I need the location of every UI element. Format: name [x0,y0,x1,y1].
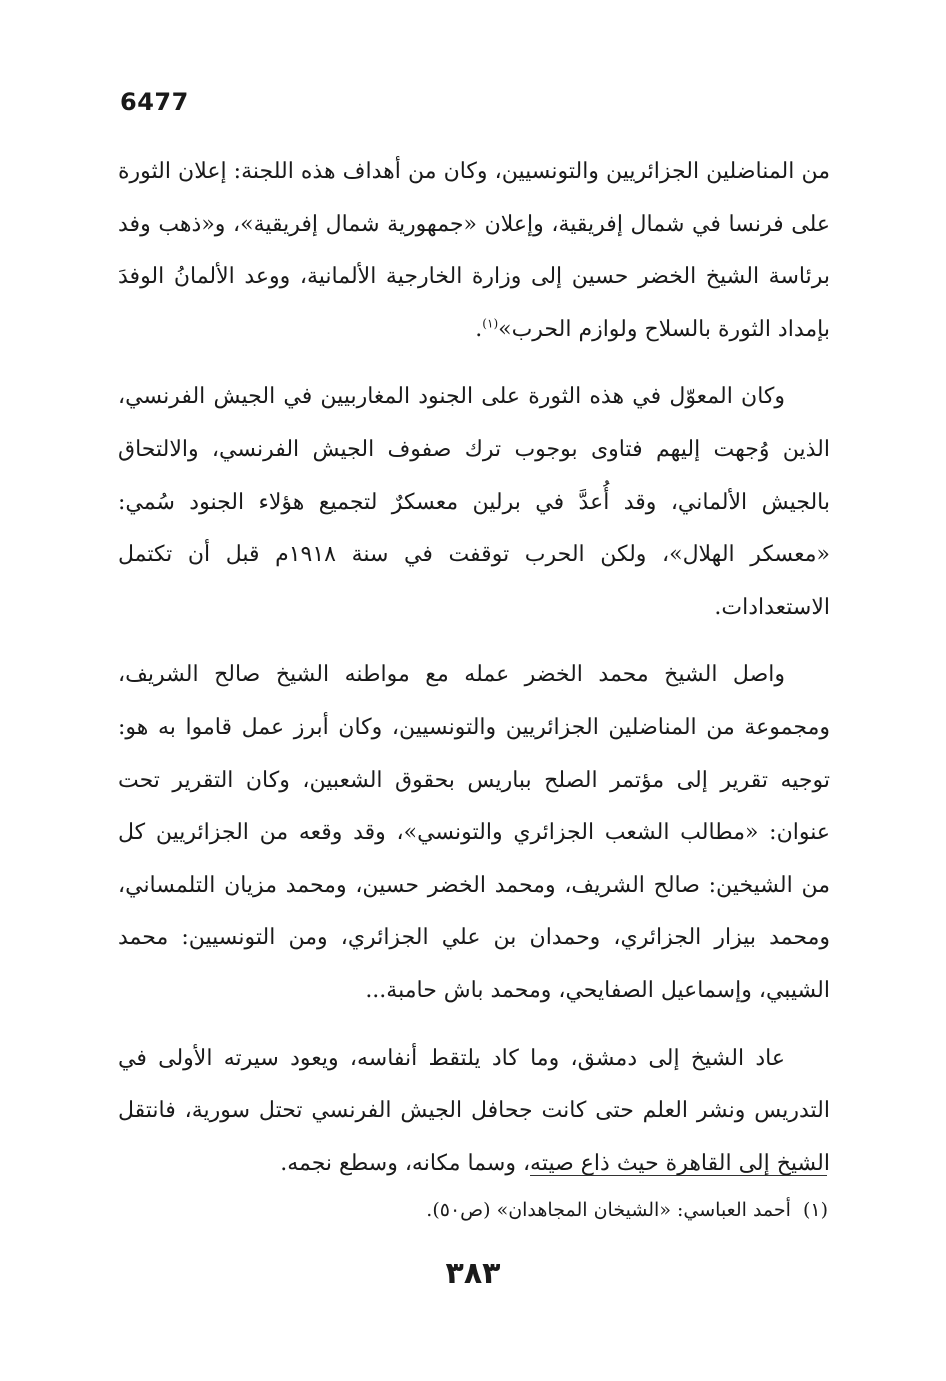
footnote [426,1195,828,1225]
paragraph-4: عاد الشيخ إلى دمشق، وما كاد يلتقط أنفاسه، ويعود سيرته الأولى في التدريس ونشر العلم حتى كانت جحافل الجيش الفرنسي تحتل سورية، فانتقل الشيخ إلى القاهرة حيث ذاع صيته، وسما مكانه، وسطع نجمه. [118,1045,830,1176]
paragraph-1 [118,146,830,356]
footnote-reference: (١) [482,316,499,331]
footnote-text: أحمد العباسي: «الشيخان المجاهدان» (ص٥٠). [426,1199,791,1221]
page-number-bottom: ٣٨٣ [445,1256,501,1291]
page-number-top: 6477 [120,88,189,116]
paragraph-1-text: من المناضلين الجزائريين والتونسيين، وكان من أهداف هذه اللجنة: إعلان الثورة على فرنسا في شمال إفريقية، وإعلان «جمهورية شمال إفريقية»، و«ذهب وفد برئاسة الشيخ الخضر حسين إلى وزارة الخارجية الألمانية، ووعد الألمانُ الوفدَ بإمداد الثورة بالسلاح ولوازم الحرب» [118,159,830,342]
paragraph-2: وكان المعوّل في هذه الثورة على الجنود المغاربيين في الجيش الفرنسي، الذين وُجهت إليهم فتاوى بوجوب ترك صفوف الجيش الفرنسي، والالتحاق بالجيش الألماني، وقد أُعدَّ في برلين معسكرٌ لتجميع هؤلاء الجنود سُمي: «معسكر الهلال»، ولكن الحرب توقفت في سنة ١٩١٨م قبل أن تكتمل الاستعدادات. [118,384,830,620]
footnote-divider [530,1175,827,1176]
body-text [118,146,830,1205]
footnote-number: (١) [802,1199,828,1221]
paragraph-1-tail: . [475,316,483,342]
paragraph-3: واصل الشيخ محمد الخضر عمله مع مواطنه الشيخ صالح الشريف، ومجموعة من المناضلين الجزائريين والتونسيين، وكان أبرز عمل قاموا به هو: توجيه تقرير إلى مؤتمر الصلح بباريس بحقوق الشعبين، وكان التقرير تحت عنوان: «مطالب الشعب الجزائري والتونسي»، وقد وقعه من الجزائريين كل من الشيخين: صالح الشريف، ومحمد الخضر حسين، ومحمد مزيان التلمساني، ومحمد بيزار الجزائري، وحمدان بن علي الجزائري، ومن التونسيين: محمد الشيبي، وإسماعيل الصفايحي، ومحمد باش حامبة... [118,662,830,1003]
